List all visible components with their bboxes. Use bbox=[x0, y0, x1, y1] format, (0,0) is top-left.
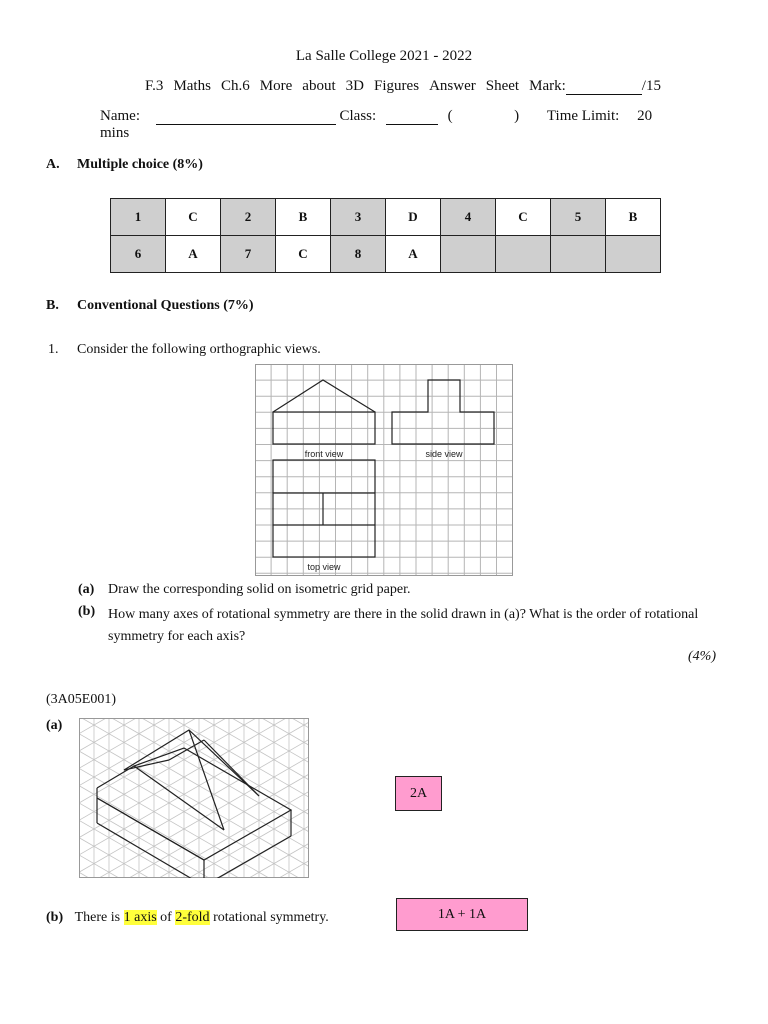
orthographic-views-figure bbox=[255, 364, 513, 576]
answer-part-b-post: rotational symmetry. bbox=[213, 910, 329, 925]
part-a-label: (a) bbox=[78, 582, 95, 597]
highlight-axis-count: 1 axis bbox=[123, 910, 157, 925]
question-1-number: 1. bbox=[48, 342, 59, 357]
name-field[interactable] bbox=[156, 108, 336, 125]
question-1-marks: (4%) bbox=[688, 649, 716, 664]
front-view-label: front view bbox=[304, 449, 344, 459]
part-a-text: Draw the corresponding solid on isometric grid paper. bbox=[108, 582, 411, 597]
time-limit-value: 20 mins bbox=[100, 108, 653, 141]
answer-part-b-label: (b) bbox=[46, 910, 64, 925]
mark-box-part-a: 2A bbox=[395, 776, 442, 811]
mc-question-number-cell: 7 bbox=[221, 236, 276, 273]
mark-field bbox=[529, 78, 661, 95]
mc-answer-cell: B bbox=[606, 199, 661, 236]
subtitle-word: Figures bbox=[374, 78, 420, 94]
section-a-letter: A. bbox=[46, 157, 60, 172]
part-b-label: (b) bbox=[78, 604, 96, 619]
mc-answer-cell: A bbox=[386, 236, 441, 273]
mc-question-number-cell: 1 bbox=[111, 199, 166, 236]
class-field[interactable] bbox=[386, 108, 438, 125]
mc-answer-cell: C bbox=[276, 236, 331, 273]
mc-question-number-cell bbox=[551, 236, 606, 273]
mc-answer-cell: A bbox=[166, 236, 221, 273]
top-view-label: top view bbox=[307, 562, 341, 572]
subtitle-word: Answer bbox=[429, 78, 476, 94]
subtitle-word: Maths bbox=[173, 78, 211, 94]
mc-question-number-cell: 3 bbox=[331, 199, 386, 236]
highlight-fold-order: 2-fold bbox=[175, 910, 210, 925]
subtitle-word: Ch.6 bbox=[220, 78, 250, 94]
mc-question-number-cell bbox=[606, 236, 661, 273]
mc-answer-cell: B bbox=[276, 199, 331, 236]
answer-part-b-pre: There is bbox=[74, 910, 121, 925]
mc-question-number-cell bbox=[441, 236, 496, 273]
class-number-close: ) bbox=[514, 108, 520, 124]
answer-part-b-line bbox=[46, 910, 329, 926]
part-b-text: How many axes of rotational symmetry are there in the solid drawn in (a)? What is the order of rotational symmetry for each axis? bbox=[108, 607, 699, 644]
document-title: La Salle College 2021 - 2022 bbox=[295, 48, 473, 64]
mc-question-number-cell: 6 bbox=[111, 236, 166, 273]
section-a-title: Multiple choice (8%) bbox=[77, 157, 203, 172]
mc-question-number-cell: 4 bbox=[441, 199, 496, 236]
answer-code: (3A05E001) bbox=[46, 692, 116, 707]
subtitle-word: Sheet bbox=[485, 78, 520, 94]
name-label: Name: bbox=[100, 108, 140, 124]
mc-question-number-cell bbox=[496, 236, 551, 273]
time-limit-label: Time Limit: bbox=[546, 108, 620, 124]
section-b-title: Conventional Questions (7%) bbox=[77, 298, 254, 313]
front-view-shape bbox=[273, 380, 375, 444]
side-view-label: side view bbox=[425, 449, 463, 459]
answer-part-a-label: (a) bbox=[46, 718, 63, 733]
subtitle-word: about bbox=[302, 78, 336, 94]
question-1-text: Consider the following orthographic views. bbox=[77, 342, 321, 357]
subtitle-word: More bbox=[259, 78, 293, 94]
section-b-letter: B. bbox=[46, 298, 59, 313]
mark-box-part-b: 1A + 1A bbox=[396, 898, 528, 931]
mc-answer-cell: D bbox=[386, 199, 441, 236]
mark-total: /15 bbox=[641, 78, 661, 94]
mc-table-row bbox=[111, 236, 661, 273]
mark-label: Mark: bbox=[529, 78, 566, 94]
isometric-solid-lines bbox=[97, 730, 291, 878]
mc-question-number-cell: 5 bbox=[551, 199, 606, 236]
mc-table-row bbox=[111, 199, 661, 236]
subtitle-word: F.3 bbox=[145, 78, 164, 94]
mc-answer-cell: C bbox=[166, 199, 221, 236]
mc-question-number-cell: 2 bbox=[221, 199, 276, 236]
isometric-solid-drawing bbox=[79, 718, 309, 878]
answer-part-b-mid: of bbox=[160, 910, 172, 925]
sheet-subtitle bbox=[145, 78, 661, 95]
class-number-open: ( bbox=[447, 108, 453, 124]
mc-question-number-cell: 8 bbox=[331, 236, 386, 273]
mc-answer-cell: C bbox=[496, 199, 551, 236]
class-label: Class: bbox=[339, 108, 377, 124]
student-info-row bbox=[100, 108, 662, 142]
mark-score-field[interactable] bbox=[566, 78, 642, 95]
multiple-choice-answer-table bbox=[110, 198, 661, 273]
subtitle-word: 3D bbox=[345, 78, 364, 94]
